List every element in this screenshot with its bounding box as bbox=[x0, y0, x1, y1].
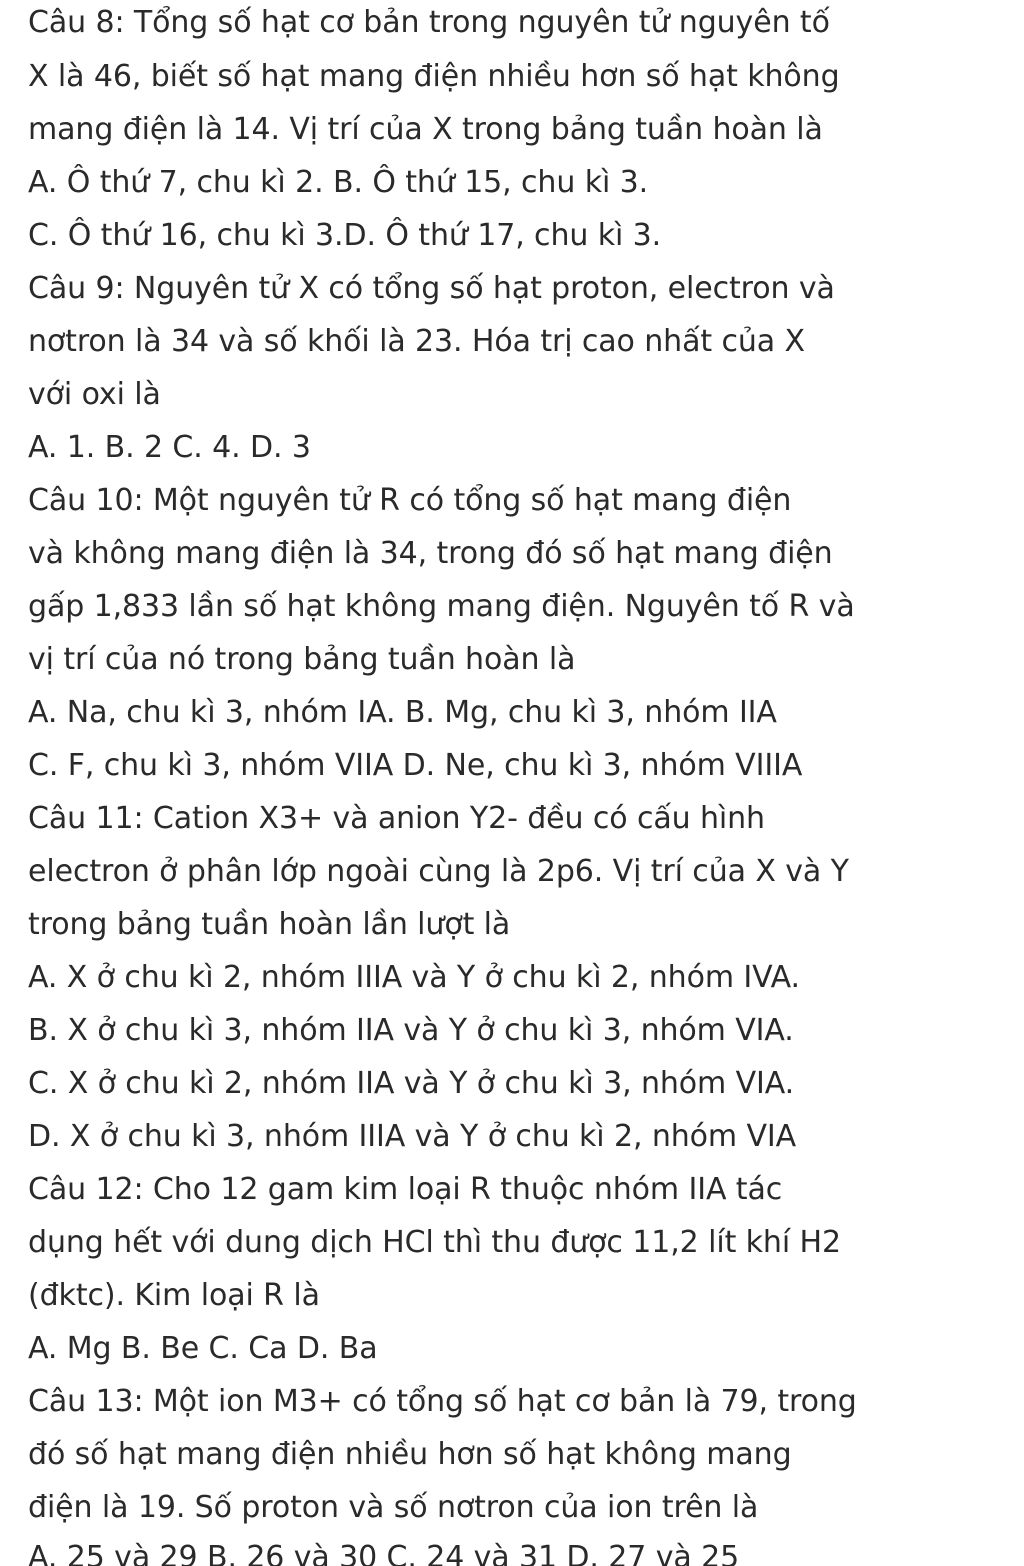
text-line: Câu 8: Tổng số hạt cơ bản trong nguyên tử nguyên tố bbox=[28, 5, 830, 40]
text-line: A. 25 và 29 B. 26 và 30 C. 24 và 31 D. 27 và 25 bbox=[28, 1540, 740, 1566]
text-line: A. Ô thứ 7, chu kì 2. B. Ô thứ 15, chu kì 3. bbox=[28, 165, 649, 200]
text-line: C. X ở chu kì 2, nhóm IIA và Y ở chu kì 3, nhóm VIA. bbox=[28, 1066, 795, 1101]
text-line: D. X ở chu kì 3, nhóm IIIA và Y ở chu kì 2, nhóm VIA bbox=[28, 1119, 797, 1154]
text-line: dụng hết với dung dịch HCl thì thu được 11,2 lít khí H2 bbox=[28, 1225, 841, 1260]
text-line: A. X ở chu kì 2, nhóm IIIA và Y ở chu kì 2, nhóm IVA. bbox=[28, 960, 800, 995]
document-page bbox=[28, 0, 1018, 1566]
text-line: A. Mg B. Be C. Ca D. Ba bbox=[28, 1331, 378, 1366]
text-line: electron ở phân lớp ngoài cùng là 2p6. Vị trí của X và Y bbox=[28, 854, 849, 889]
text-line: A. Na, chu kì 3, nhóm IA. B. Mg, chu kì 3, nhóm IIA bbox=[28, 695, 777, 730]
text-line: (đktc). Kim loại R là bbox=[28, 1278, 320, 1313]
text-line: mang điện là 14. Vị trí của X trong bảng tuần hoàn là bbox=[28, 112, 823, 147]
text-line: B. X ở chu kì 3, nhóm IIA và Y ở chu kì 3, nhóm VIA. bbox=[28, 1013, 794, 1048]
text-line: Câu 12: Cho 12 gam kim loại R thuộc nhóm IIA tác bbox=[28, 1172, 783, 1207]
text-line: điện là 19. Số proton và số nơtron của ion trên là bbox=[28, 1490, 759, 1525]
text-line: đó số hạt mang điện nhiều hơn số hạt không mang bbox=[28, 1437, 792, 1472]
text-line: trong bảng tuần hoàn lần lượt là bbox=[28, 907, 511, 942]
text-line: và không mang điện là 34, trong đó số hạt mang điện bbox=[28, 536, 833, 571]
text-line: Câu 10: Một nguyên tử R có tổng số hạt mang điện bbox=[28, 483, 792, 518]
text-line: nơtron là 34 và số khối là 23. Hóa trị cao nhất của X bbox=[28, 324, 805, 359]
text-line: vị trí của nó trong bảng tuần hoàn là bbox=[28, 642, 576, 677]
text-line: gấp 1,833 lần số hạt không mang điện. Nguyên tố R và bbox=[28, 589, 855, 624]
text-line: Câu 13: Một ion M3+ có tổng số hạt cơ bản là 79, trong bbox=[28, 1384, 857, 1419]
text-line: X là 46, biết số hạt mang điện nhiều hơn số hạt không bbox=[28, 59, 840, 94]
text-line: C. Ô thứ 16, chu kì 3.D. Ô thứ 17, chu kì 3. bbox=[28, 218, 662, 253]
text-line: Câu 11: Cation X3+ và anion Y2- đều có cấu hình bbox=[28, 801, 765, 836]
text-line: C. F, chu kì 3, nhóm VIIA D. Ne, chu kì 3, nhóm VIIIA bbox=[28, 748, 803, 783]
text-line: A. 1. B. 2 C. 4. D. 3 bbox=[28, 430, 311, 465]
text-line: Câu 9: Nguyên tử X có tổng số hạt proton, electron và bbox=[28, 271, 835, 306]
text-line: với oxi là bbox=[28, 377, 161, 412]
